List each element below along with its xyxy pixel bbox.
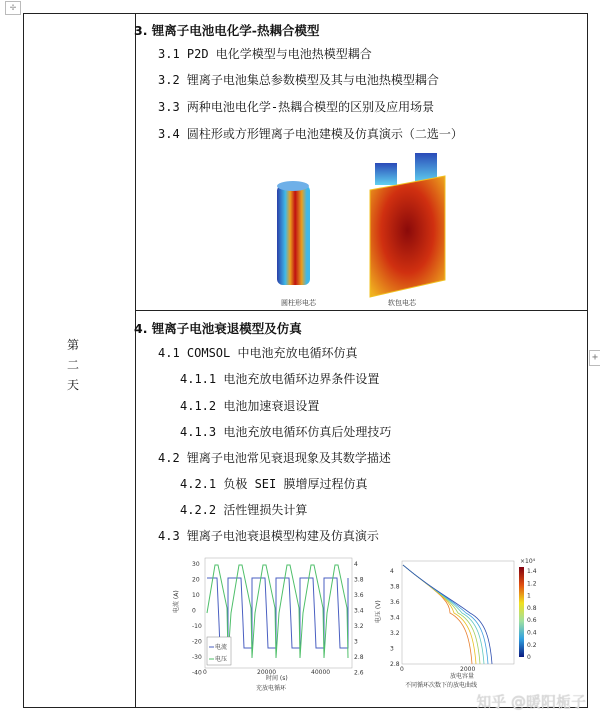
chart-title: 充放电循环 — [256, 685, 287, 692]
y-tick-label: -10 — [192, 623, 202, 630]
y-tick-label: 3 — [390, 645, 394, 653]
y2-tick-label: 3.6 — [354, 592, 364, 599]
section3-title: 3. 锂离子电池电化学-热耦合模型 — [134, 23, 320, 38]
y-tick-label: -20 — [192, 638, 202, 646]
caption-pouch: 软包电芯 — [388, 299, 416, 307]
x-tick-label: 2000 — [460, 666, 476, 673]
cycle-chart — [170, 553, 370, 698]
chart-title: 不同循环次数下的放电曲线 — [405, 682, 478, 689]
colorbar-tick-label: 0.6 — [527, 617, 537, 625]
y-tick-label: 3.2 — [390, 630, 400, 637]
day-char: 第 — [66, 338, 79, 352]
y-tick-label: 4 — [390, 568, 394, 575]
colorbar-tick-label: 1.2 — [527, 580, 537, 588]
add-row-button[interactable]: + — [589, 350, 600, 366]
column-divider — [135, 13, 136, 708]
colorbar-label: ×10⁴ — [520, 558, 536, 565]
x-tick-label: 0 — [400, 666, 404, 673]
x-tick-label: 0 — [203, 669, 207, 676]
table-move-handle[interactable]: ✢ — [5, 1, 21, 15]
y-tick-label: 3.4 — [390, 614, 400, 622]
y2-tick-label: 4 — [354, 561, 358, 568]
y-tick-label: 3.6 — [390, 599, 400, 606]
colorbar — [519, 567, 524, 657]
caption-cylindrical: 圆柱形电芯 — [281, 299, 316, 307]
section4-title: 4. 锂离子电池衰退模型及仿真 — [134, 321, 302, 336]
y-tick-label: 2.8 — [390, 661, 400, 668]
y2-tick-label: 3 — [354, 638, 358, 646]
y-tick-label: 20 — [192, 576, 200, 584]
x-axis-label: 放电容量 — [450, 673, 475, 680]
list-item: 4.2.2 活性锂损失计算 — [180, 503, 308, 517]
battery-figure — [270, 150, 460, 300]
list-item: 3.1 P2D 电化学模型与电池热模型耦合 — [158, 47, 372, 61]
list-item: 4.1 COMSOL 中电池充放电循环仿真 — [158, 346, 358, 360]
colorbar-tick-label: 1.4 — [527, 568, 537, 575]
y2-tick-label: 3.8 — [354, 576, 364, 584]
list-item: 3.4 圆柱形或方形锂离子电池建模及仿真演示（二选一） — [158, 127, 463, 141]
row-divider — [135, 310, 588, 311]
list-item: 4.1.1 电池充放电循环边界条件设置 — [180, 372, 380, 386]
list-item: 4.1.2 电池加速衰退设置 — [180, 399, 320, 413]
cylindrical-cell-image — [277, 181, 310, 285]
y2-tick-label: 2.8 — [354, 654, 364, 661]
colorbar-tick-label: 1 — [527, 592, 531, 600]
list-item: 4.1.3 电池充放电循环仿真后处理技巧 — [180, 425, 392, 439]
list-item: 3.2 锂离子电池集总参数模型及其与电池热模型耦合 — [158, 73, 439, 87]
y2-tick-label: 3.2 — [354, 623, 364, 630]
day-char: 天 — [66, 378, 79, 392]
watermark: 知乎 @暖阳栀子 — [476, 693, 586, 711]
y-tick-label: 10 — [192, 592, 200, 599]
y-tick-label: -40 — [192, 669, 202, 677]
colorbar-tick-label: 0.4 — [527, 629, 537, 637]
y2-tick-label: 2.6 — [354, 669, 364, 677]
y-axis-label: 电流 (A) — [173, 590, 180, 613]
colorbar-tick-label: 0.8 — [527, 604, 537, 612]
y-axis-label: 电压 (V) — [375, 600, 382, 623]
list-item: 3.3 两种电池电化学-热耦合模型的区别及应用场景 — [158, 100, 435, 114]
list-item: 4.2.1 负极 SEI 膜增厚过程仿真 — [180, 477, 368, 491]
legend-label: 电流 — [215, 644, 228, 651]
discharge-chart — [370, 553, 550, 693]
x-tick-label: 20000 — [257, 669, 277, 676]
colorbar-tick-label: 0 — [527, 654, 531, 662]
colorbar-tick-label: 0.2 — [527, 641, 537, 649]
list-item: 4.3 锂离子电池衰退模型构建及仿真演示 — [158, 529, 379, 543]
x-tick-label: 40000 — [311, 669, 331, 676]
y-tick-label: -30 — [192, 654, 202, 661]
y2-tick-label: 3.4 — [354, 607, 364, 615]
legend-label: 电压 — [215, 656, 228, 663]
list-item: 4.2 锂离子电池常见衰退现象及其数学描述 — [158, 451, 391, 465]
x-axis-label: 时间 (s) — [266, 675, 288, 682]
y-tick-label: 0 — [192, 607, 196, 615]
y-tick-label: 30 — [192, 561, 200, 568]
y-tick-label: 3.8 — [390, 583, 400, 591]
pouch-cell-image — [370, 153, 445, 297]
day-char: 二 — [66, 358, 79, 372]
day-label — [66, 335, 80, 395]
